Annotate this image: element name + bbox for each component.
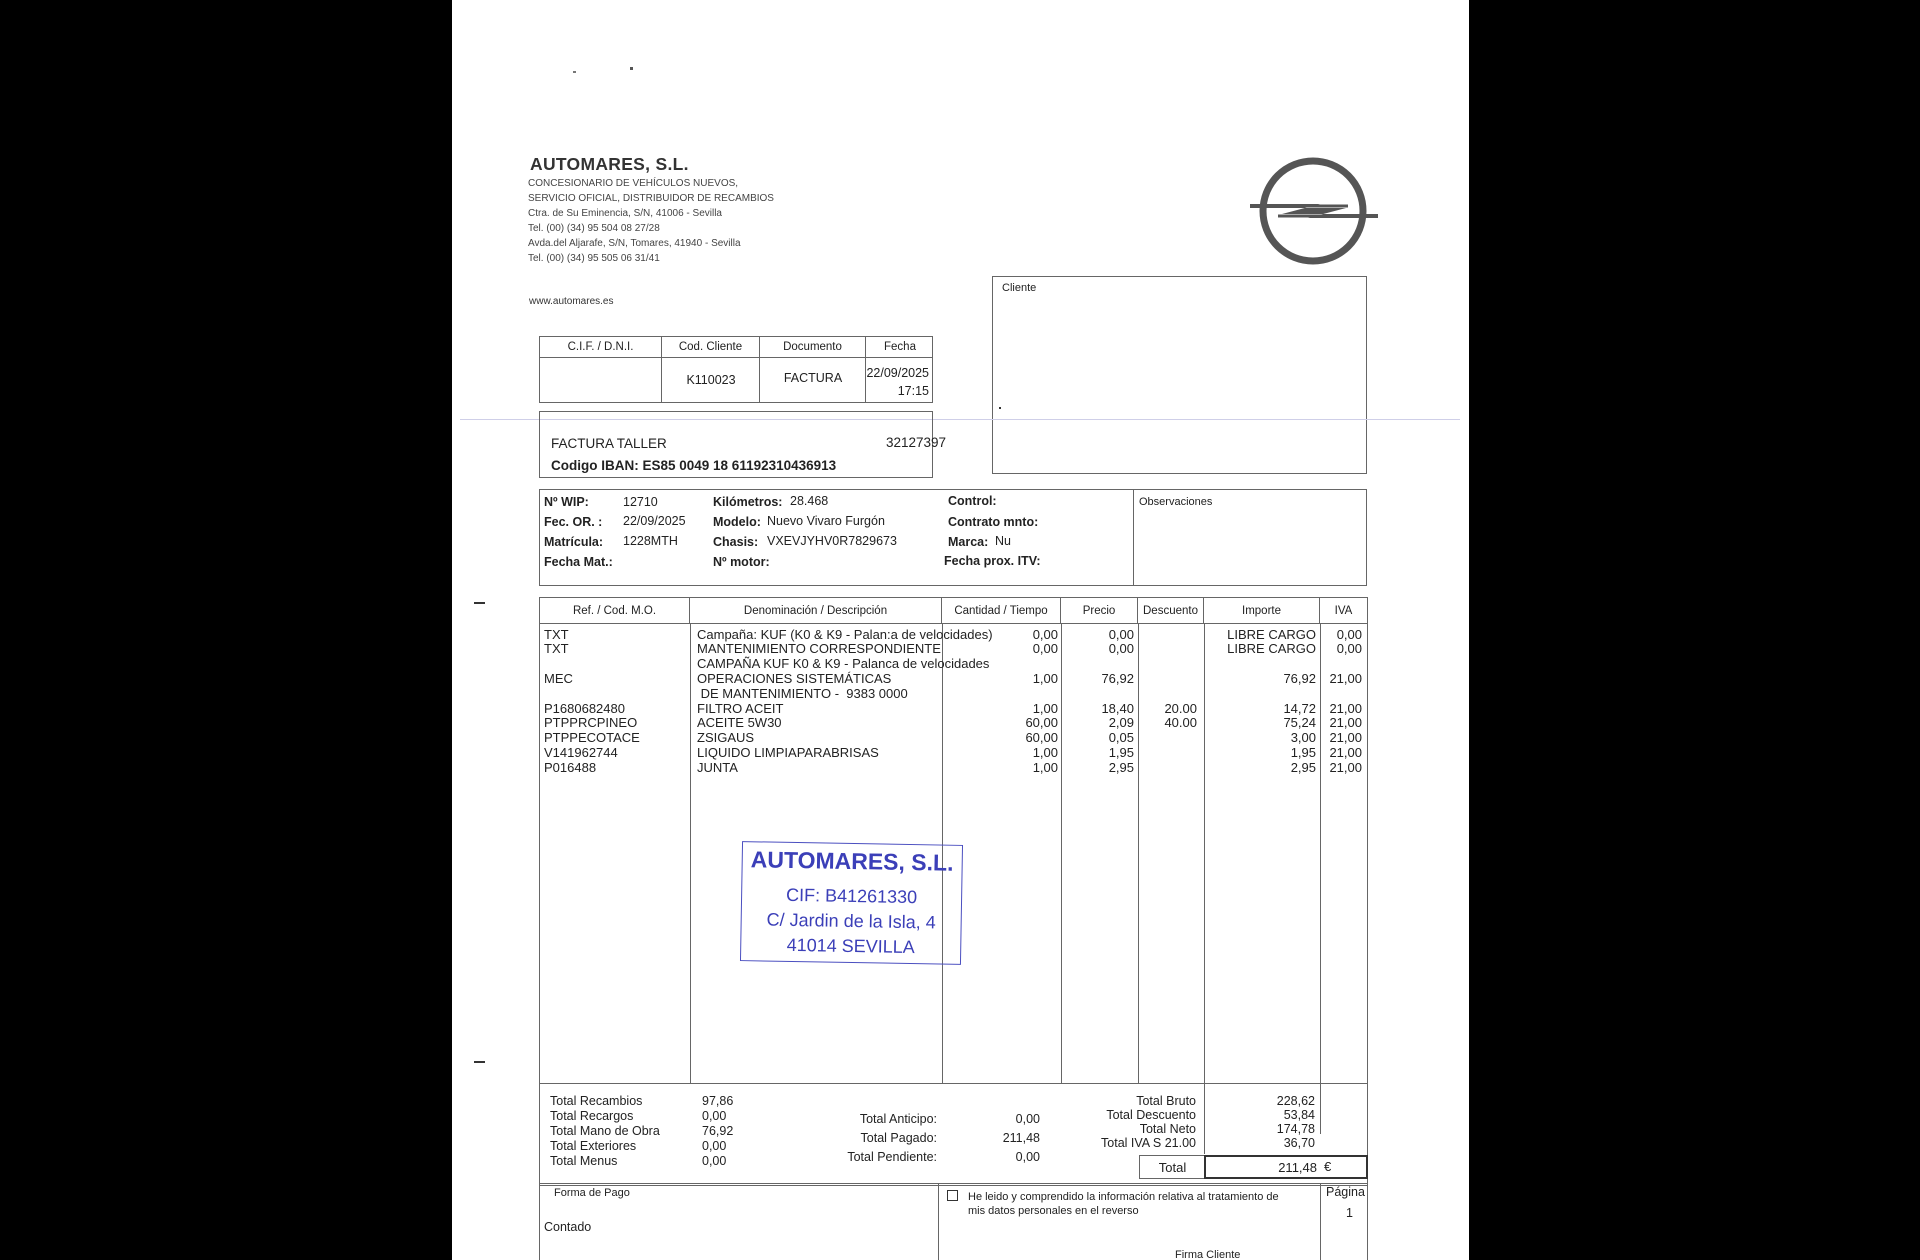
row-iva: 21,00 (1329, 701, 1362, 716)
col-iva-header: IVA (1334, 604, 1353, 617)
total-value-cell (1204, 1155, 1368, 1179)
row-price: 18,40 (1101, 701, 1134, 716)
row-imp: LIBRE CARGO (1227, 641, 1316, 656)
stamp-cif: CIF: B41261330 (785, 884, 918, 908)
divider (938, 1184, 939, 1260)
cod-cliente-value: K110023 (686, 373, 736, 387)
row-qty: 1,00 (1032, 701, 1058, 716)
row-imp: 2,95 (1290, 760, 1316, 775)
cliente-box (992, 276, 1367, 474)
document-header-box (539, 336, 933, 403)
row-ref: TXT (544, 641, 569, 656)
row-ref: V141962744 (544, 745, 618, 760)
row-imp: LIBRE CARGO (1227, 627, 1316, 642)
total-exteriores-value: 0,00 (702, 1139, 727, 1153)
chasis-label: Chasis: (713, 535, 759, 549)
col-ref-header: Ref. / Cod. M.O. (540, 598, 690, 623)
row-imp: 75,24 (1283, 715, 1316, 730)
modelo-value: Nuevo Vivaro Furgón (767, 514, 885, 528)
row-imp: 76,92 (1283, 671, 1316, 686)
total-iva-value: 36,70 (1283, 1136, 1315, 1150)
privacy-text (968, 1190, 1279, 1218)
row-price: 0,00 (1108, 641, 1134, 656)
fecha-mat-label: Fecha Mat.: (544, 555, 613, 569)
row-desc: MANTENIMIENTO CORRESPONDIENTE (697, 641, 941, 656)
total-anticipo-label: Total Anticipo: (859, 1112, 937, 1126)
totals-right-labels (1040, 1094, 1196, 1150)
items-body (540, 627, 1367, 787)
cif-header: C.I.F. / D.N.I. (540, 337, 662, 357)
fecor-value: 22/09/2025 (623, 514, 686, 528)
iban: Codigo IBAN: ES85 0049 18 61192310436913 (551, 458, 837, 473)
row-price: 2,09 (1108, 715, 1134, 730)
row-price: 0,00 (1108, 627, 1134, 642)
row-iva: 21,00 (1329, 671, 1362, 686)
row-desc: DE MANTENIMIENTO - 9383 0000 (697, 686, 908, 701)
total-recambios-value: 97,86 (702, 1094, 734, 1108)
total-bruto-value: 228,62 (1276, 1094, 1315, 1108)
company-line: Avda.del Aljarafe, S/N, Tomares, 41940 - Sevilla (528, 238, 741, 249)
row-qty: 0,00 (1032, 627, 1058, 642)
wip-value: 12710 (623, 495, 658, 509)
divider (1320, 1184, 1321, 1260)
totals-right-values (1204, 1094, 1315, 1150)
row-imp: 14,72 (1283, 701, 1316, 716)
row-qty: 1,00 (1032, 745, 1058, 760)
documento-header: Documento (760, 337, 866, 357)
table-row (540, 730, 1367, 745)
matricula-label: Matrícula: (544, 535, 604, 549)
col-price-header: Precio (1061, 598, 1138, 623)
row-iva: 0,00 (1336, 641, 1362, 656)
pagina-value: 1 (1346, 1206, 1353, 1220)
km-label: Kilómetros: (713, 495, 783, 509)
factura-taller-box (539, 411, 947, 478)
row-desc: FILTRO ACEIT (697, 701, 784, 716)
totals-left-labels (550, 1094, 660, 1169)
company-stamp (740, 841, 963, 965)
row-qty: 0,00 (1032, 641, 1058, 656)
totals-middle-values (960, 1110, 1040, 1167)
margin-mark (474, 1061, 485, 1063)
table-row (540, 745, 1367, 760)
matricula-value: 1228MTH (623, 534, 678, 548)
company-line: CONCESIONARIO DE VEHÍCULOS NUEVOS, (528, 178, 739, 189)
row-disc: 40.00 (1164, 715, 1197, 730)
control-label: Control: (948, 494, 997, 508)
scan-speck (573, 71, 576, 73)
total-recambios-label: Total Recambios (550, 1094, 643, 1108)
total-value: 211,48 (1278, 1160, 1317, 1175)
privacy-text-line: He leido y comprendido la información relativa al tratamiento de (968, 1191, 1279, 1203)
table-row (540, 627, 1367, 642)
total-label-cell (1139, 1155, 1205, 1179)
total-pagado-value: 211,48 (1002, 1131, 1040, 1145)
total-mano-obra-value: 76,92 (702, 1124, 734, 1138)
wip-label: Nº WIP: (544, 495, 589, 509)
row-desc: CAMPAÑA KUF K0 & K9 - Palanca de velocidades (697, 656, 990, 671)
scan-speck (630, 67, 633, 70)
row-disc: 20.00 (1164, 701, 1197, 716)
currency-symbol: € (1324, 1159, 1332, 1174)
row-qty: 60,00 (1025, 730, 1058, 745)
factura-title: FACTURA TALLER (551, 436, 667, 451)
total-descuento-value: 53,84 (1283, 1108, 1315, 1122)
row-iva: 0,00 (1336, 627, 1362, 642)
motor-label: Nº motor: (713, 555, 770, 569)
company-line: Tel. (00) (34) 95 504 08 27/28 (528, 223, 660, 234)
row-iva: 21,00 (1329, 760, 1362, 775)
col-imp-header: Importe (1204, 598, 1320, 623)
col-desc-header: Denominación / Descripción (690, 598, 942, 623)
total-pendiente-value: 0,00 (1015, 1150, 1040, 1164)
marca-label: Marca: (948, 535, 989, 549)
stamp-city: 41014 SEVILLA (786, 934, 915, 958)
total-menus-label: Total Menus (550, 1154, 618, 1168)
divider (1133, 490, 1134, 585)
totals-box (539, 1084, 1368, 1186)
doc-header-row (540, 337, 932, 358)
total-neto-value: 174,78 (1276, 1122, 1315, 1136)
margin-mark (474, 602, 485, 604)
company-address-block (528, 176, 774, 266)
total-neto-label: Total Neto (1139, 1122, 1196, 1136)
row-price: 0,05 (1108, 730, 1134, 745)
row-iva: 21,00 (1329, 715, 1362, 730)
row-ref: P1680682480 (544, 701, 625, 716)
row-price: 76,92 (1101, 671, 1134, 686)
total-anticipo-value: 0,00 (1015, 1112, 1040, 1126)
total-pendiente-label: Total Pendiente: (847, 1150, 937, 1164)
hora-value: 17:15 (897, 384, 929, 398)
cliente-label: Cliente (1002, 282, 1037, 294)
row-imp: 3,00 (1290, 730, 1316, 745)
stamp-address: C/ Jardin de la Isla, 4 (766, 909, 936, 933)
total-label: Total (1158, 1160, 1187, 1175)
total-recargos-value: 0,00 (702, 1109, 727, 1123)
modelo-label: Modelo: (713, 515, 761, 529)
row-ref: PTPPRCPINEO (544, 715, 638, 730)
itv-label: Fecha prox. ITV: (944, 554, 1041, 568)
table-row (540, 671, 1367, 686)
table-row (540, 656, 1367, 671)
scan-speck (999, 407, 1001, 409)
row-ref: TXT (544, 627, 569, 642)
fecha-value: 22/09/2025 (866, 366, 929, 380)
row-iva: 21,00 (1329, 745, 1362, 760)
factura-number: 32127397 (886, 435, 947, 450)
row-imp: 1,95 (1290, 745, 1316, 760)
divider (1320, 1084, 1321, 1134)
table-row (540, 686, 1367, 701)
footer-box (539, 1183, 1368, 1260)
totals-middle-labels (790, 1110, 937, 1167)
row-qty: 60,00 (1025, 715, 1058, 730)
table-row (540, 641, 1367, 656)
row-desc: LIQUIDO LIMPIAPARABRISAS (697, 745, 879, 760)
row-ref: MEC (544, 671, 573, 686)
totals-left-values (702, 1094, 733, 1169)
row-price: 1,95 (1108, 745, 1134, 760)
row-ref: P016488 (544, 760, 597, 775)
vehicle-box (539, 489, 1367, 586)
row-desc: Campaña: KUF (K0 & K9 - Palan:a de velocidades) (697, 627, 993, 642)
company-line: Tel. (00) (34) 95 505 06 31/41 (528, 253, 660, 264)
row-qty: 1,00 (1032, 671, 1058, 686)
row-desc: OPERACIONES SISTEMÁTICAS (697, 671, 892, 686)
row-iva: 21,00 (1329, 730, 1362, 745)
km-value: 28.468 (790, 494, 829, 508)
pagina-label: Página (1326, 1185, 1365, 1199)
company-line: Ctra. de Su Eminencia, S/N, 41006 - Sevilla (528, 208, 722, 219)
cod-cliente-header: Cod. Cliente (662, 337, 760, 357)
row-desc: ZSIGAUS (697, 730, 755, 745)
col-disc-header: Descuento (1138, 598, 1204, 623)
company-name: AUTOMARES, S.L. (530, 154, 689, 174)
opel-blitz-logo-icon (1248, 156, 1380, 266)
forma-pago-value: Contado (544, 1220, 592, 1234)
items-table (539, 597, 1368, 1084)
documento-value: FACTURA (783, 371, 843, 385)
total-bruto-label: Total Bruto (1136, 1094, 1196, 1108)
privacy-checkbox[interactable] (947, 1190, 958, 1201)
chasis-value: VXEVJYHV0R7829673 (767, 534, 897, 548)
total-mano-obra-label: Total Mano de Obra (550, 1124, 660, 1138)
total-iva-label: Total IVA S 21.00 (1101, 1136, 1196, 1150)
marca-value: Nu (995, 534, 1011, 548)
table-row (540, 715, 1367, 730)
row-price: 2,95 (1108, 760, 1134, 775)
row-desc: ACEITE 5W30 (697, 715, 782, 730)
row-desc: JUNTA (697, 760, 738, 775)
table-row (540, 701, 1367, 716)
col-qty-header: Cantidad / Tiempo (942, 598, 1061, 623)
total-recargos-label: Total Recargos (550, 1109, 634, 1123)
invoice-page (452, 0, 1469, 1260)
company-website: www.automares.es (529, 296, 614, 307)
table-row (540, 760, 1367, 775)
total-descuento-label: Total Descuento (1106, 1108, 1196, 1122)
firma-cliente-label: Firma Cliente (1175, 1249, 1241, 1260)
fecor-label: Fec. OR. : (544, 515, 603, 529)
company-line: SERVICIO OFICIAL, DISTRIBUIDOR DE RECAMBIOS (528, 193, 774, 204)
contrato-label: Contrato mnto: (948, 515, 1039, 529)
row-qty: 1,00 (1032, 760, 1058, 775)
stamp-company: AUTOMARES, S.L. (750, 846, 954, 876)
observaciones-label: Observaciones (1139, 496, 1213, 508)
privacy-text-line: mis datos personales en el reverso (968, 1205, 1139, 1217)
total-pagado-label: Total Pagado: (860, 1131, 937, 1145)
total-exteriores-label: Total Exteriores (550, 1139, 637, 1153)
row-ref: PTPPECOTACE (544, 730, 640, 745)
forma-pago-label: Forma de Pago (554, 1187, 630, 1199)
total-menus-value: 0,00 (702, 1154, 727, 1168)
fecha-header: Fecha (884, 341, 916, 353)
items-header-row (540, 598, 1367, 624)
